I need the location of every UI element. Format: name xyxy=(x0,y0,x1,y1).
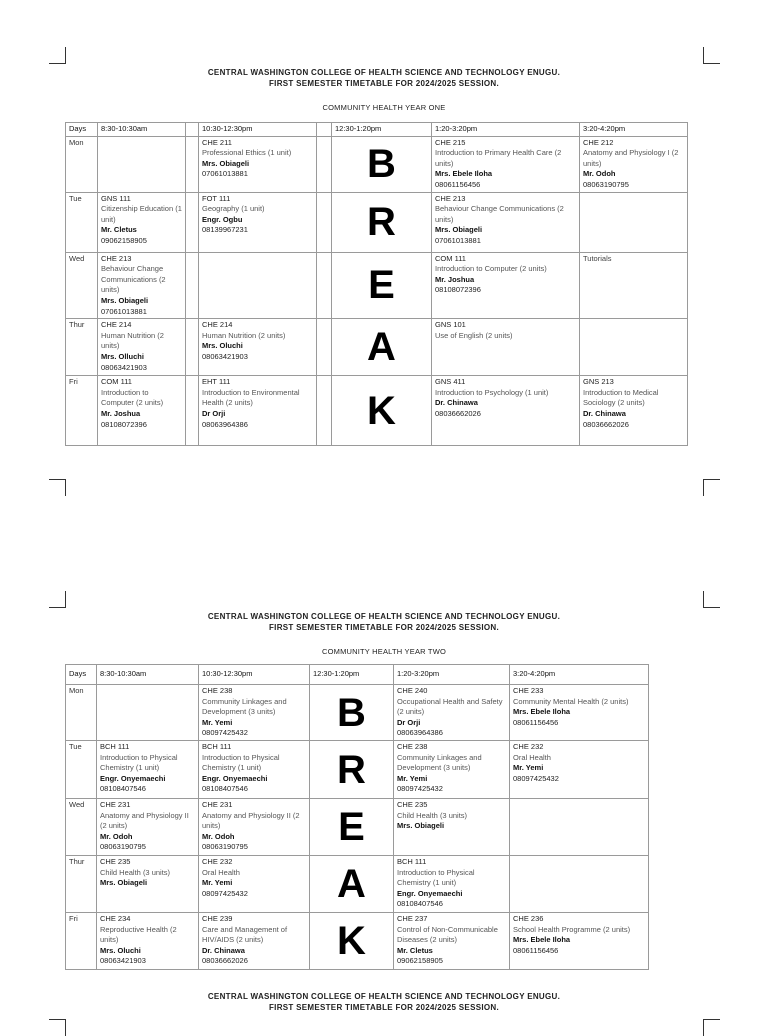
timetable-cell xyxy=(199,376,317,446)
lecturer-name: Mrs. Oluchi xyxy=(202,341,243,351)
timetable-cell xyxy=(199,685,310,741)
lecturer-name: Mrs. Obiageli xyxy=(100,878,148,888)
year-one-title: COMMUNITY HEALTH YEAR ONE xyxy=(322,103,446,112)
header-break: 12:30-1:20pm xyxy=(332,123,432,137)
spacer-cell xyxy=(317,319,332,376)
lecturer-name: Dr Orji xyxy=(397,717,421,727)
timetable-cell xyxy=(199,252,317,319)
timetable-year-two xyxy=(65,664,649,970)
course-code: FOT 111 xyxy=(202,193,231,203)
phone-number: 08063421903 xyxy=(101,362,147,372)
spacer-cell xyxy=(186,252,199,319)
timetable-cell xyxy=(510,913,649,970)
day-label: Fri xyxy=(66,913,97,970)
timetable-cell xyxy=(394,913,510,970)
break-letter: B xyxy=(332,136,432,192)
table-row xyxy=(66,913,649,970)
college-name: CENTRAL WASHINGTON COLLEGE OF HEALTH SCIENCE AND TECHNOLOGY ENUGU. xyxy=(207,992,561,1001)
timetable-cell xyxy=(97,741,199,799)
lecturer-name: Engr. Onyemaechi xyxy=(202,773,268,783)
course-title: Introduction to Psychology (1 unit) xyxy=(435,387,549,397)
phone-number: 08108407546 xyxy=(202,784,248,794)
course-code: CHE 231 xyxy=(100,800,131,809)
timetable-cell xyxy=(98,376,186,446)
lecturer-name: Mr. Odoh xyxy=(202,831,235,841)
course-code: COM 111 xyxy=(101,377,132,387)
lecturer-name: Mr. Cletus xyxy=(397,945,433,955)
course-code: BCH 111 xyxy=(397,857,427,866)
phone-number: 09062158905 xyxy=(101,235,147,245)
crop-mark-top-right xyxy=(703,591,720,608)
phone-number: 08108407546 xyxy=(397,899,443,909)
course-code: CHE 237 xyxy=(397,914,428,923)
lecturer-name: Dr Orji xyxy=(202,408,226,418)
day-label: Thur xyxy=(66,856,97,913)
table-row xyxy=(66,319,688,376)
header-slot-4: 3:20-4:20pm xyxy=(510,665,649,685)
lecturer-name: Mrs. Ebele Iloha xyxy=(513,707,571,717)
break-letter: E xyxy=(332,252,432,319)
course-code: CHE 233 xyxy=(513,686,544,695)
timetable-cell xyxy=(432,252,580,319)
phone-number: 08097425432 xyxy=(513,773,559,783)
course-code: CHE 239 xyxy=(202,914,233,923)
lecturer-name: Mr. Cletus xyxy=(101,225,137,235)
spacer-cell xyxy=(317,376,332,446)
course-title: Human Nutrition (2 units) xyxy=(202,330,286,340)
lecturer-name: Mr. Odoh xyxy=(100,831,133,841)
header-slot-4: 3:20-4:20pm xyxy=(580,123,688,137)
course-code: CHE 234 xyxy=(100,914,131,923)
course-code: GNS 111 xyxy=(101,193,131,203)
course-title: Introduction to Computer (2 units) xyxy=(435,264,547,274)
timetable-cell xyxy=(97,913,199,970)
timetable-cell xyxy=(510,685,649,741)
course-title: Reproductive Health (2 units) xyxy=(100,924,177,945)
course-title: Oral Health xyxy=(513,752,551,762)
header-slot-2: 10:30-12:30pm xyxy=(199,123,317,137)
break-letter: K xyxy=(310,913,394,970)
spacer-cell xyxy=(317,192,332,252)
lecturer-name: Mrs. Obiageli xyxy=(397,821,445,831)
course-code: CHE 231 xyxy=(202,800,233,809)
course-title: Use of English (2 units) xyxy=(435,330,513,340)
course-code: CHE 240 xyxy=(397,686,428,695)
timetable-cell xyxy=(97,685,199,741)
day-label: Tue xyxy=(66,192,98,252)
course-code: CHE 235 xyxy=(397,800,428,809)
timetable-cell xyxy=(394,856,510,913)
phone-number: 08097425432 xyxy=(202,888,248,898)
lecturer-name: Mr. Joshua xyxy=(101,408,141,418)
course-title: Occupational Health and Safety (2 units) xyxy=(397,696,503,717)
break-letter: B xyxy=(310,685,394,741)
course-title: Anatomy and Physiology II (2 units) xyxy=(100,810,189,831)
phone-number: 07061013881 xyxy=(101,306,147,316)
phone-number: 08139967231 xyxy=(202,225,248,235)
spacer-cell xyxy=(317,123,332,137)
timetable-cell xyxy=(97,856,199,913)
course-code: CHE 213 xyxy=(101,253,132,263)
lecturer-name: Engr. Onyemaechi xyxy=(100,773,166,783)
phone-number: 08097425432 xyxy=(202,728,248,738)
header-days: Days xyxy=(66,123,98,137)
lecturer-name: Mrs. Oluchi xyxy=(100,945,141,955)
timetable-cell xyxy=(199,741,310,799)
course-title: Oral Health xyxy=(202,867,240,877)
course-code: CHE 212 xyxy=(583,137,614,147)
course-code: CHE 235 xyxy=(100,857,131,866)
day-label: Mon xyxy=(66,685,97,741)
phone-number: 08063190795 xyxy=(100,842,146,852)
timetable-cell xyxy=(98,319,186,376)
course-title: Human Nutrition (2 units) xyxy=(101,330,164,351)
header-slot-1: 8:30-10:30am xyxy=(98,123,186,137)
course-title: Community Linkages and Development (3 units) xyxy=(202,696,287,717)
header-slot-1: 8:30-10:30am xyxy=(97,665,199,685)
course-title: Introduction to Physical Chemistry (1 unit) xyxy=(202,752,280,773)
phone-number: 08036662026 xyxy=(202,956,248,966)
table-row xyxy=(66,741,649,799)
day-label: Wed xyxy=(66,799,97,856)
timetable-cell xyxy=(97,799,199,856)
phone-number: 08108407546 xyxy=(100,784,146,794)
crop-mark-top-left xyxy=(49,591,66,608)
crop-mark-bottom-left xyxy=(49,479,66,496)
header-slot-3: 1:20-3:20pm xyxy=(432,123,580,137)
phone-number: 08063190795 xyxy=(583,179,629,189)
break-letter: R xyxy=(332,192,432,252)
lecturer-name: Mr. Yemi xyxy=(202,878,233,888)
timetable-cell xyxy=(394,741,510,799)
course-title: Care and Management of HIV/AIDS (2 units) xyxy=(202,924,288,945)
phone-number: 08036662026 xyxy=(583,419,629,429)
table-row xyxy=(66,799,649,856)
day-label: Wed xyxy=(66,252,98,319)
timetable-cell xyxy=(199,136,317,192)
college-name: CENTRAL WASHINGTON COLLEGE OF HEALTH SCIENCE AND TECHNOLOGY ENUGU. xyxy=(207,68,561,77)
phone-number: 07061013881 xyxy=(435,235,481,245)
course-title: Behaviour Change Communications (2 units) xyxy=(435,204,564,224)
timetable-cell xyxy=(432,136,580,192)
phone-number: 08097425432 xyxy=(397,784,443,794)
timetable-cell xyxy=(98,252,186,319)
course-title: School Health Programme (2 units) xyxy=(513,924,631,934)
timetable-cell xyxy=(432,192,580,252)
course-code: CHE 232 xyxy=(513,742,544,751)
lecturer-name: Mr. Yemi xyxy=(397,773,428,783)
course-code: GNS 411 xyxy=(435,377,466,387)
break-letter: R xyxy=(310,741,394,799)
table-row xyxy=(66,376,688,446)
phone-number: 08036662026 xyxy=(435,408,481,418)
timetable-cell xyxy=(580,376,688,446)
phone-number: 08063190795 xyxy=(202,842,248,852)
timetable-cell xyxy=(510,799,649,856)
timetable-cell xyxy=(199,319,317,376)
timetable-cell xyxy=(199,799,310,856)
course-title: Introduction to Computer (2 units) xyxy=(101,387,164,408)
spacer-cell xyxy=(186,192,199,252)
college-name: CENTRAL WASHINGTON COLLEGE OF HEALTH SCIENCE AND TECHNOLOGY ENUGU. xyxy=(207,612,561,621)
course-code: CHE 238 xyxy=(202,686,233,695)
timetable-title: FIRST SEMESTER TIMETABLE FOR 2024/2025 SESSION. xyxy=(268,1003,499,1012)
course-title: Citizenship Education (1 unit) xyxy=(101,204,182,224)
course-code: GNS 101 xyxy=(435,320,466,330)
course-title: Behaviour Change Communications (2 units) xyxy=(101,264,166,295)
lecturer-name: Mrs. Obiageli xyxy=(101,295,149,305)
table-row xyxy=(66,856,649,913)
table-row xyxy=(66,685,649,741)
crop-mark-top-left xyxy=(49,47,66,64)
course-title: Introduction to Physical Chemistry (1 unit) xyxy=(100,752,178,773)
phone-number: 08063421903 xyxy=(100,956,146,966)
lecturer-name: Mrs. Olluchi xyxy=(101,351,144,361)
phone-number: 08108072396 xyxy=(435,285,481,295)
timetable-cell xyxy=(98,192,186,252)
lecturer-name: Mrs. Obiageli xyxy=(435,225,483,235)
course-code: CHE 215 xyxy=(435,137,466,147)
course-code: CHE 214 xyxy=(202,320,233,330)
phone-number: 08061156456 xyxy=(513,717,559,727)
day-label: Tue xyxy=(66,741,97,799)
spacer-cell xyxy=(186,376,199,446)
header-break: 12:30-1:20pm xyxy=(310,665,394,685)
crop-mark-bottom-right xyxy=(703,479,720,496)
crop-mark-bottom-left xyxy=(49,1019,66,1036)
day-label: Thur xyxy=(66,319,98,376)
course-code: CHE 232 xyxy=(202,857,233,866)
spacer-cell xyxy=(317,136,332,192)
header-slot-3: 1:20-3:20pm xyxy=(394,665,510,685)
course-code: GNS 213 xyxy=(583,377,614,387)
break-letter: K xyxy=(332,376,432,446)
timetable-cell xyxy=(98,136,186,192)
timetable-cell xyxy=(394,799,510,856)
table-row xyxy=(66,252,688,319)
timetable-cell xyxy=(510,856,649,913)
lecturer-name: Engr. Ogbu xyxy=(202,214,243,224)
course-code: CHE 211 xyxy=(202,137,232,147)
phone-number: 08061156456 xyxy=(513,945,559,955)
phone-number: 08061156456 xyxy=(435,179,481,189)
day-label: Fri xyxy=(66,376,98,446)
lecturer-name: Dr. Chinawa xyxy=(583,408,626,418)
course-title: Child Health (3 units) xyxy=(100,867,171,877)
timetable-cell xyxy=(199,192,317,252)
spacer-cell xyxy=(186,136,199,192)
lecturer-name: Mr. Odoh xyxy=(583,169,616,179)
phone-number: 07061013881 xyxy=(202,169,248,179)
course-code: COM 111 xyxy=(435,253,466,263)
timetable-year-one xyxy=(65,122,688,446)
course-code: BCH 111 xyxy=(100,742,130,751)
course-title: Anatomy and Physiology I (2 units) xyxy=(583,148,679,168)
timetable-cell xyxy=(580,136,688,192)
lecturer-name: Mr. Joshua xyxy=(435,274,475,284)
timetable-cell xyxy=(580,192,688,252)
timetable-cell xyxy=(580,319,688,376)
cell-note: Tutorials xyxy=(583,253,612,263)
lecturer-name: Mr. Yemi xyxy=(513,763,544,773)
header-days: Days xyxy=(66,665,97,685)
table-row xyxy=(66,192,688,252)
timetable-cell xyxy=(199,913,310,970)
course-title: Control of Non-Communicable Diseases (2 units) xyxy=(397,924,498,945)
crop-mark-bottom-right xyxy=(703,1019,720,1036)
course-title: Introduction to Environmental Health (2 units) xyxy=(202,387,300,408)
timetable-cell xyxy=(199,856,310,913)
course-title: Child Health (3 units) xyxy=(397,810,468,820)
phone-number: 09062158905 xyxy=(397,956,443,966)
course-title: Community Linkages and Development (3 units) xyxy=(397,752,482,773)
course-code: CHE 213 xyxy=(435,193,466,203)
lecturer-name: Mrs. Ebele Iloha xyxy=(435,169,493,179)
timetable-cell xyxy=(432,319,580,376)
lecturer-name: Engr. Onyemaechi xyxy=(397,888,463,898)
break-letter: A xyxy=(332,319,432,376)
course-code: CHE 238 xyxy=(397,742,428,751)
break-letter: A xyxy=(310,856,394,913)
course-title: Community Mental Health (2 units) xyxy=(513,696,629,706)
timetable-cell xyxy=(394,685,510,741)
phone-number: 08063964386 xyxy=(397,728,443,738)
lecturer-name: Dr. Chinawa xyxy=(435,398,478,408)
phone-number: 08063964386 xyxy=(202,419,248,429)
crop-mark-top-right xyxy=(703,47,720,64)
timetable-cell xyxy=(580,252,688,319)
spacer-cell xyxy=(186,123,199,137)
lecturer-name: Mr. Yemi xyxy=(202,717,233,727)
year-two-title: COMMUNITY HEALTH YEAR TWO xyxy=(321,647,447,656)
course-code: EHT 111 xyxy=(202,377,231,387)
header-slot-2: 10:30-12:30pm xyxy=(199,665,310,685)
timetable-title: FIRST SEMESTER TIMETABLE FOR 2024/2025 SESSION. xyxy=(268,79,499,88)
course-title: Introduction to Primary Health Care (2 units) xyxy=(435,148,562,168)
spacer-cell xyxy=(186,319,199,376)
course-code: BCH 111 xyxy=(202,742,232,751)
timetable-cell xyxy=(432,376,580,446)
day-label: Mon xyxy=(66,136,98,192)
course-code: CHE 236 xyxy=(513,914,544,923)
lecturer-name: Mrs. Ebele Iloha xyxy=(513,935,571,945)
lecturer-name: Dr. Chinawa xyxy=(202,945,245,955)
course-title: Geography (1 unit) xyxy=(202,204,265,214)
course-title: Professional Ethics (1 unit) xyxy=(202,148,292,158)
course-title: Anatomy and Physiology II (2 units) xyxy=(202,810,300,831)
break-letter: E xyxy=(310,799,394,856)
course-code: CHE 214 xyxy=(101,320,132,330)
lecturer-name: Mrs. Obiageli xyxy=(202,158,250,168)
timetable-cell xyxy=(510,741,649,799)
spacer-cell xyxy=(317,252,332,319)
phone-number: 08108072396 xyxy=(101,419,147,429)
timetable-title: FIRST SEMESTER TIMETABLE FOR 2024/2025 SESSION. xyxy=(268,623,499,632)
phone-number: 08063421903 xyxy=(202,351,248,361)
course-title: Introduction to Physical Chemistry (1 unit) xyxy=(397,867,475,888)
course-title: Introduction to Medical Sociology (2 units) xyxy=(583,387,659,408)
table-row xyxy=(66,136,688,192)
